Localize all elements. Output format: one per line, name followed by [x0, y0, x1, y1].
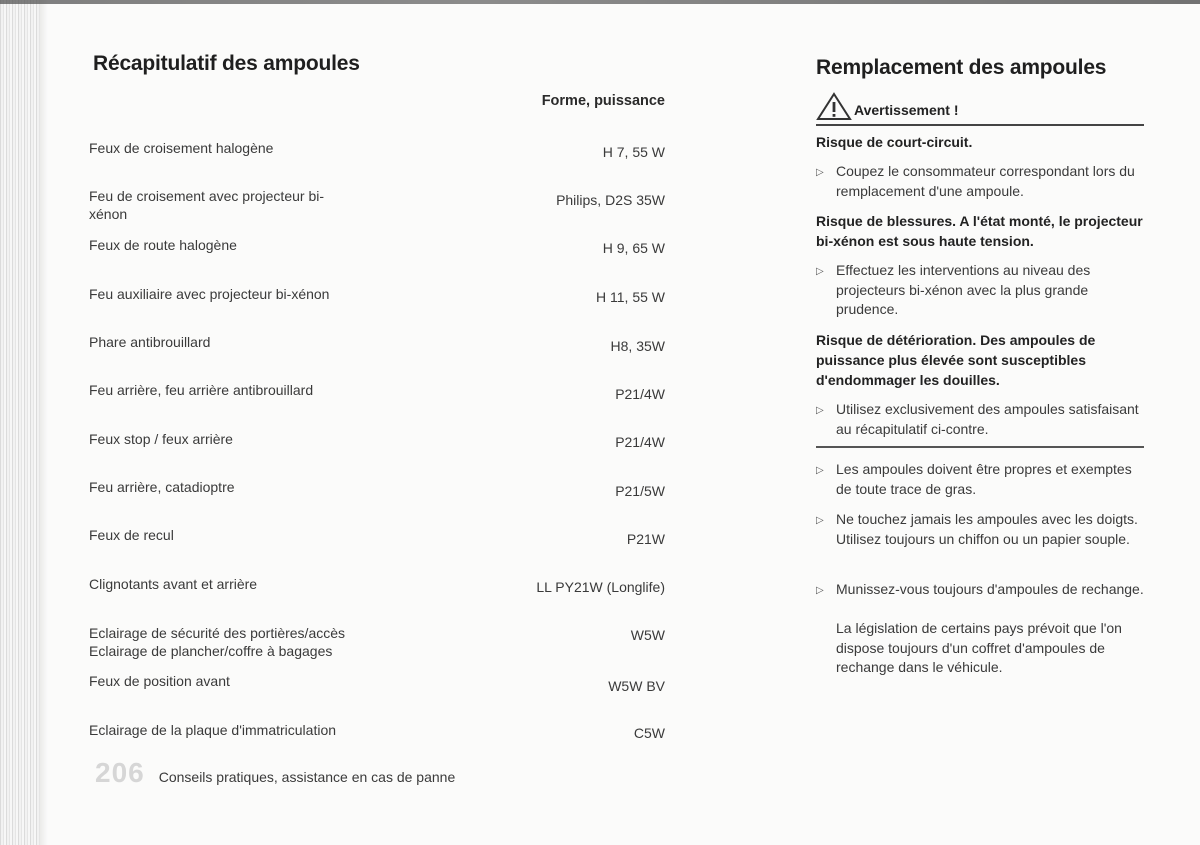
list-item — [816, 261, 1146, 321]
page-title: Récapitulatif des ampoules — [93, 52, 360, 75]
list-item-text: Coupez le consommateur correspondant lors du remplacement d'une ampoule. — [836, 163, 1135, 199]
bulb-name: Feux de route halogène — [89, 237, 237, 253]
list-item-text: Utilisez exclusivement des ampoules satisfaisant au récapitulatif ci-contre. — [836, 401, 1139, 437]
bulb-spec: H 7, 55 W — [602, 144, 665, 160]
bulb-name: Phare antibrouillard — [89, 334, 211, 350]
triangle-bullet-icon: ▷ — [816, 405, 824, 416]
warning-end-divider — [816, 446, 1144, 448]
bulb-name: Clignotants avant et arrière — [89, 576, 258, 592]
page-number: 206 — [95, 757, 145, 788]
bulb-name: Feux de croisement halogène — [89, 140, 274, 156]
bulb-name: Feu arrière, feu arrière antibrouillard — [89, 382, 314, 398]
bulb-name: Feux de recul — [89, 527, 174, 543]
book-binding — [0, 0, 40, 845]
bulb-spec: W5W — [630, 627, 665, 643]
risk-heading: Risque de court-circuit. — [816, 134, 973, 150]
bulb-name: Eclairage de sécurité des portières/accès Eclairage de plancher/coffre à bagages — [89, 625, 346, 659]
footer-section-title: Conseils pratiques, assistance en cas de panne — [158, 769, 456, 785]
list-item-text: Effectuez les interventions au niveau des projecteurs bi-xénon avec la plus grande prudence. — [836, 262, 1091, 317]
bulb-spec: P21/4W — [615, 434, 665, 450]
triangle-bullet-icon: ▷ — [816, 266, 824, 277]
bulb-name: Feu arrière, catadioptre — [89, 479, 235, 495]
warning-triangle-icon — [816, 92, 852, 120]
bulb-spec: H8, 35W — [610, 338, 665, 354]
bulb-spec: P21/4W — [615, 386, 665, 402]
warning-label: Avertissement ! — [854, 102, 959, 118]
right-page — [812, 0, 1152, 845]
list-item-text: Munissez-vous toujours d'ampoules de rechange. — [836, 581, 1144, 597]
bulb-spec: P21W — [626, 531, 665, 547]
page-footer — [95, 757, 455, 789]
page-title: Remplacement des ampoules — [816, 56, 1107, 79]
triangle-bullet-icon: ▷ — [816, 465, 824, 476]
bulb-spec: H 9, 65 W — [602, 240, 665, 256]
risk-heading: Risque de détérioration. Des ampoules de puissance plus élevée sont susceptibles d'endommager les douilles. — [816, 332, 1096, 388]
list-item — [816, 580, 1146, 680]
bulb-spec: P21/5W — [615, 483, 665, 499]
bulb-spec: H 11, 55 W — [596, 289, 665, 305]
left-page — [85, 0, 670, 845]
list-item — [816, 510, 1146, 570]
list-item-text: Ne touchez jamais les ampoules avec les doigts. Utilisez toujours un chiffon ou un papier souple. — [836, 511, 1138, 547]
triangle-bullet-icon: ▷ — [816, 515, 824, 526]
bulb-name: Feux stop / feux arrière — [89, 431, 233, 447]
bulb-name: Feu de croisement avec projecteur bi-xénon — [89, 188, 324, 222]
bulb-spec: C5W — [633, 725, 665, 741]
list-item-note: La législation de certains pays prévoit que l'on dispose toujours d'un coffret d'ampoules de rechange dans le véhicule. — [836, 620, 1122, 675]
bulb-name: Feu auxiliaire avec projecteur bi-xénon — [89, 286, 330, 302]
bulb-spec: W5W BV — [608, 678, 665, 694]
column-header: Forme, puissance — [541, 93, 665, 109]
bulb-spec: Philips, D2S 35W — [556, 192, 665, 208]
list-item — [816, 400, 1146, 440]
bulb-name: Eclairage de la plaque d'immatriculation — [89, 722, 337, 738]
warning-header — [816, 92, 1144, 126]
list-item — [816, 460, 1146, 500]
list-item — [816, 162, 1146, 202]
triangle-bullet-icon: ▷ — [816, 167, 824, 178]
bulb-name: Feux de position avant — [89, 673, 230, 689]
risk-heading: Risque de blessures. A l'état monté, le projecteur bi-xénon est sous haute tension. — [816, 213, 1143, 249]
list-item-text: Les ampoules doivent être propres et exemptes de toute trace de gras. — [836, 461, 1132, 497]
triangle-bullet-icon: ▷ — [816, 585, 824, 596]
bulb-spec: LL PY21W (Longlife) — [536, 579, 665, 595]
